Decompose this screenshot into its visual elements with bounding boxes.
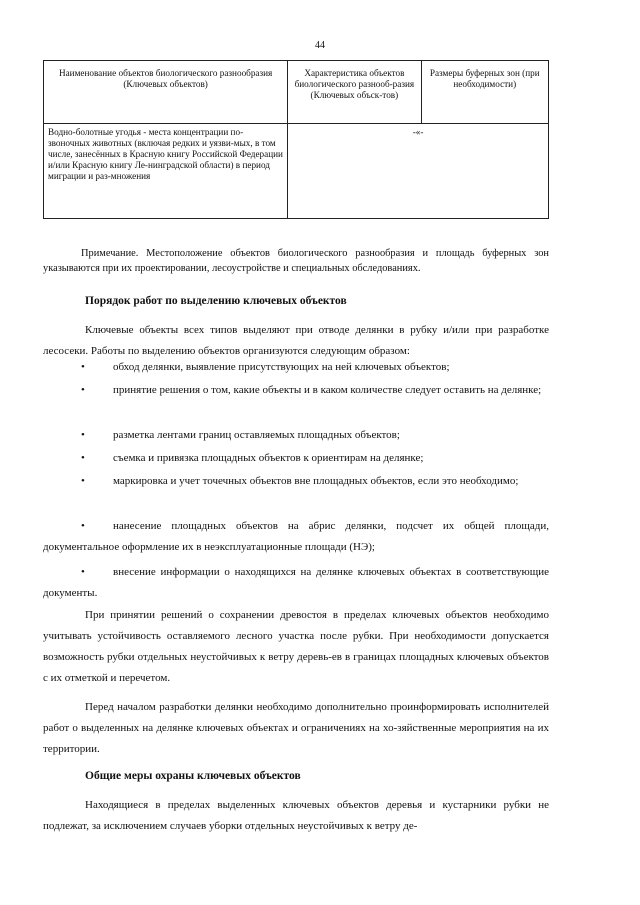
bullet-icon: •	[81, 520, 85, 532]
list-item: • принятие решения о том, какие объекты и в каком количестве следует оставить на делянке;	[43, 380, 549, 401]
section-title-protection: Общие меры охраны ключевых объектов	[85, 770, 301, 782]
list-item: • внесение информации о находящихся на делянке ключевых объектах в соответствующие документы.	[43, 562, 549, 604]
table-cell-ditto	[288, 124, 549, 219]
table-header-row	[44, 61, 549, 124]
paragraph-stability: При принятии решений о сохранении древостоя в пределах ключевых объектов необходимо учитывать устойчивость оставляемого лесного участка после рубки. При необходимости допускается возможность рубки отдельных неустойчивых к ветру деревь-ев в границах площадных ключевых объектов с их отметкой и перечетом.	[43, 609, 549, 684]
table-header-buffer: Размеры буферных зон (при необходимости)	[421, 61, 548, 124]
table-row	[44, 124, 549, 219]
bullet-icon: •	[81, 475, 85, 487]
list-item: • разметка лентами границ оставляемых площадных объектов;	[43, 425, 549, 446]
bullet-icon: •	[81, 566, 85, 578]
table-note: Примечание. Местоположение объектов биологического разнообразия и площадь буферных зон указываются при их проектировании, лесоустройстве и специальных обследованиях.	[43, 248, 549, 275]
list-item: • обход делянки, выявление присутствующих на ней ключевых объектов;	[43, 357, 549, 378]
bullet-icon: •	[81, 429, 85, 441]
list-item: • нанесение площадных объектов на абрис делянки, подсчет их общей площади, документальное оформление их в неэксплуатационные площади (НЭ);	[43, 516, 549, 558]
bullet-icon: •	[81, 361, 85, 373]
section-title-procedure: Порядок работ по выделению ключевых объектов	[85, 295, 347, 307]
table-cell-name: Водно-болотные угодья - места концентрации по-звоночных животных (включая редких и уязви-мых, в том числе, занесённых в Красную книгу Российской Федерации и/или Красную книгу Ле-нинградской области) в период миграции и раз-множения	[44, 124, 288, 219]
list-item: • маркировка и учет точечных объектов вне площадных объектов, если это необходимо;	[43, 471, 549, 492]
bullet-icon: •	[81, 452, 85, 464]
paragraph-protection: Находящиеся в пределах выделенных ключевых объектов деревья и кустарники рубки не подлежат, за исключением случаев уборки отдельных неустойчивых к ветру де-	[43, 799, 549, 832]
table-header-characteristic: Характеристика объектов биологического разнооб-разия (Ключевых объск-тов)	[288, 61, 421, 124]
paragraph-inform: Перед началом разработки делянки необходимо дополнительно проинформировать исполнителей работ о выделенных на делянке ключевых объектах и ограничениях на хо-зяйственные мероприятия на их территории.	[43, 701, 549, 755]
table-header-name: Наименование объектов биологического разнообразия (Ключевых объектов)	[44, 61, 288, 124]
page-number: 44	[315, 40, 325, 51]
bullet-icon: •	[81, 384, 85, 396]
paragraph-intro: Ключевые объекты всех типов выделяют при отводе делянки в рубку и/или при разработке лесосеки. Работы по выделению объектов организуются следующим образом:	[43, 324, 549, 357]
biodiversity-table	[43, 60, 549, 219]
ditto-mark: -«-	[412, 127, 424, 137]
list-item: • съемка и привязка площадных объектов к ориентирам на делянке;	[43, 448, 549, 469]
